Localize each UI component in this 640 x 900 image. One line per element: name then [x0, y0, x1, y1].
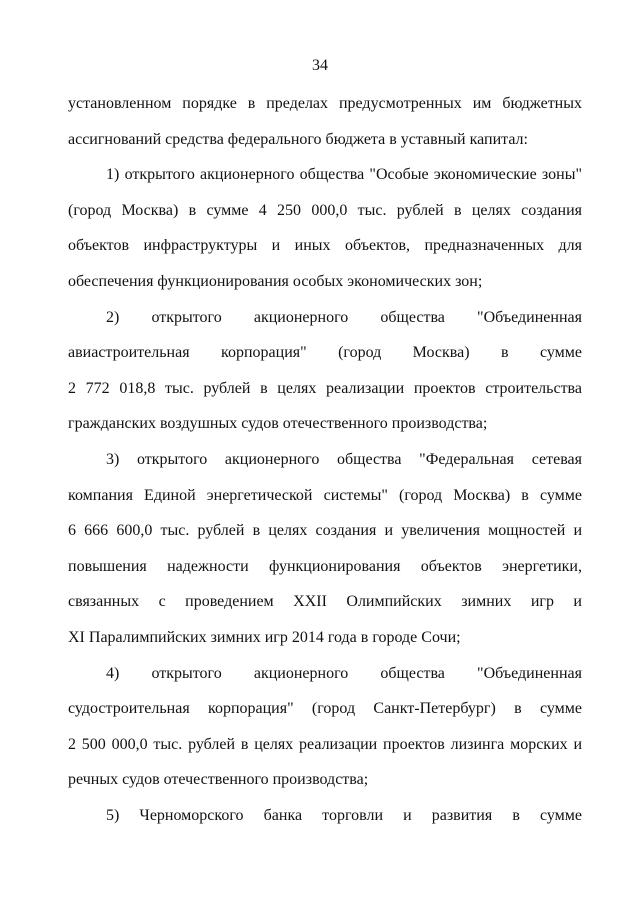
text-line: 5) Черноморского банка торговли и развития в сумме [106, 806, 582, 824]
text-line: XI Паралимпийских зимних игр 2014 года в городе Сочи; [68, 628, 461, 646]
text-line: 3) открытого акционерного общества "Федеральная сетевая [106, 450, 582, 468]
text-line: 6 666 600,0 тыс. рублей в целях создания и увеличения мощностей и [68, 522, 582, 540]
text-line: компания Единой энергетической системы" (город Москва) в сумме [68, 486, 582, 504]
text-line: авиастроительная корпорация" (город Москва) в сумме [68, 344, 582, 362]
page-number: 34 [312, 57, 328, 74]
text-line: связанных с проведением XXII Олимпийских зимних игр и [68, 593, 582, 611]
text-line: повышения надежности функционирования объектов энергетики, [68, 557, 582, 575]
text-line: 2) открытого акционерного общества "Объединенная [106, 308, 582, 326]
text-line: ассигнований средства федерального бюджета в уставный капитал: [68, 130, 528, 148]
text-line: 1) открытого акционерного общества "Особые экономические зоны" [106, 166, 582, 184]
text-line: установленном порядке в пределах предусмотренных им бюджетных [68, 95, 582, 112]
text-line: объектов инфраструктуры и иных объектов, предназначенных для [68, 237, 582, 255]
text-line: (город Москва) в сумме 4 250 000,0 тыс. рублей в целях создания [68, 201, 582, 219]
body-text [68, 94, 582, 841]
text-line: гражданских воздушных судов отечественного производства; [68, 415, 488, 433]
text-line: судостроительная корпорация" (город Санкт-Петербург) в сумме [68, 700, 582, 718]
text-line: 2 500 000,0 тыс. рублей в целях реализации проектов лизинга морских и [68, 735, 582, 753]
text-line: 2 772 018,8 тыс. рублей в целях реализации проектов строительства [68, 379, 582, 397]
text-line: 4) открытого акционерного общества "Объединенная [106, 664, 582, 682]
text-line: обеспечения функционирования особых экономических зон; [68, 272, 483, 290]
text-line: речных судов отечественного производства; [68, 771, 369, 789]
